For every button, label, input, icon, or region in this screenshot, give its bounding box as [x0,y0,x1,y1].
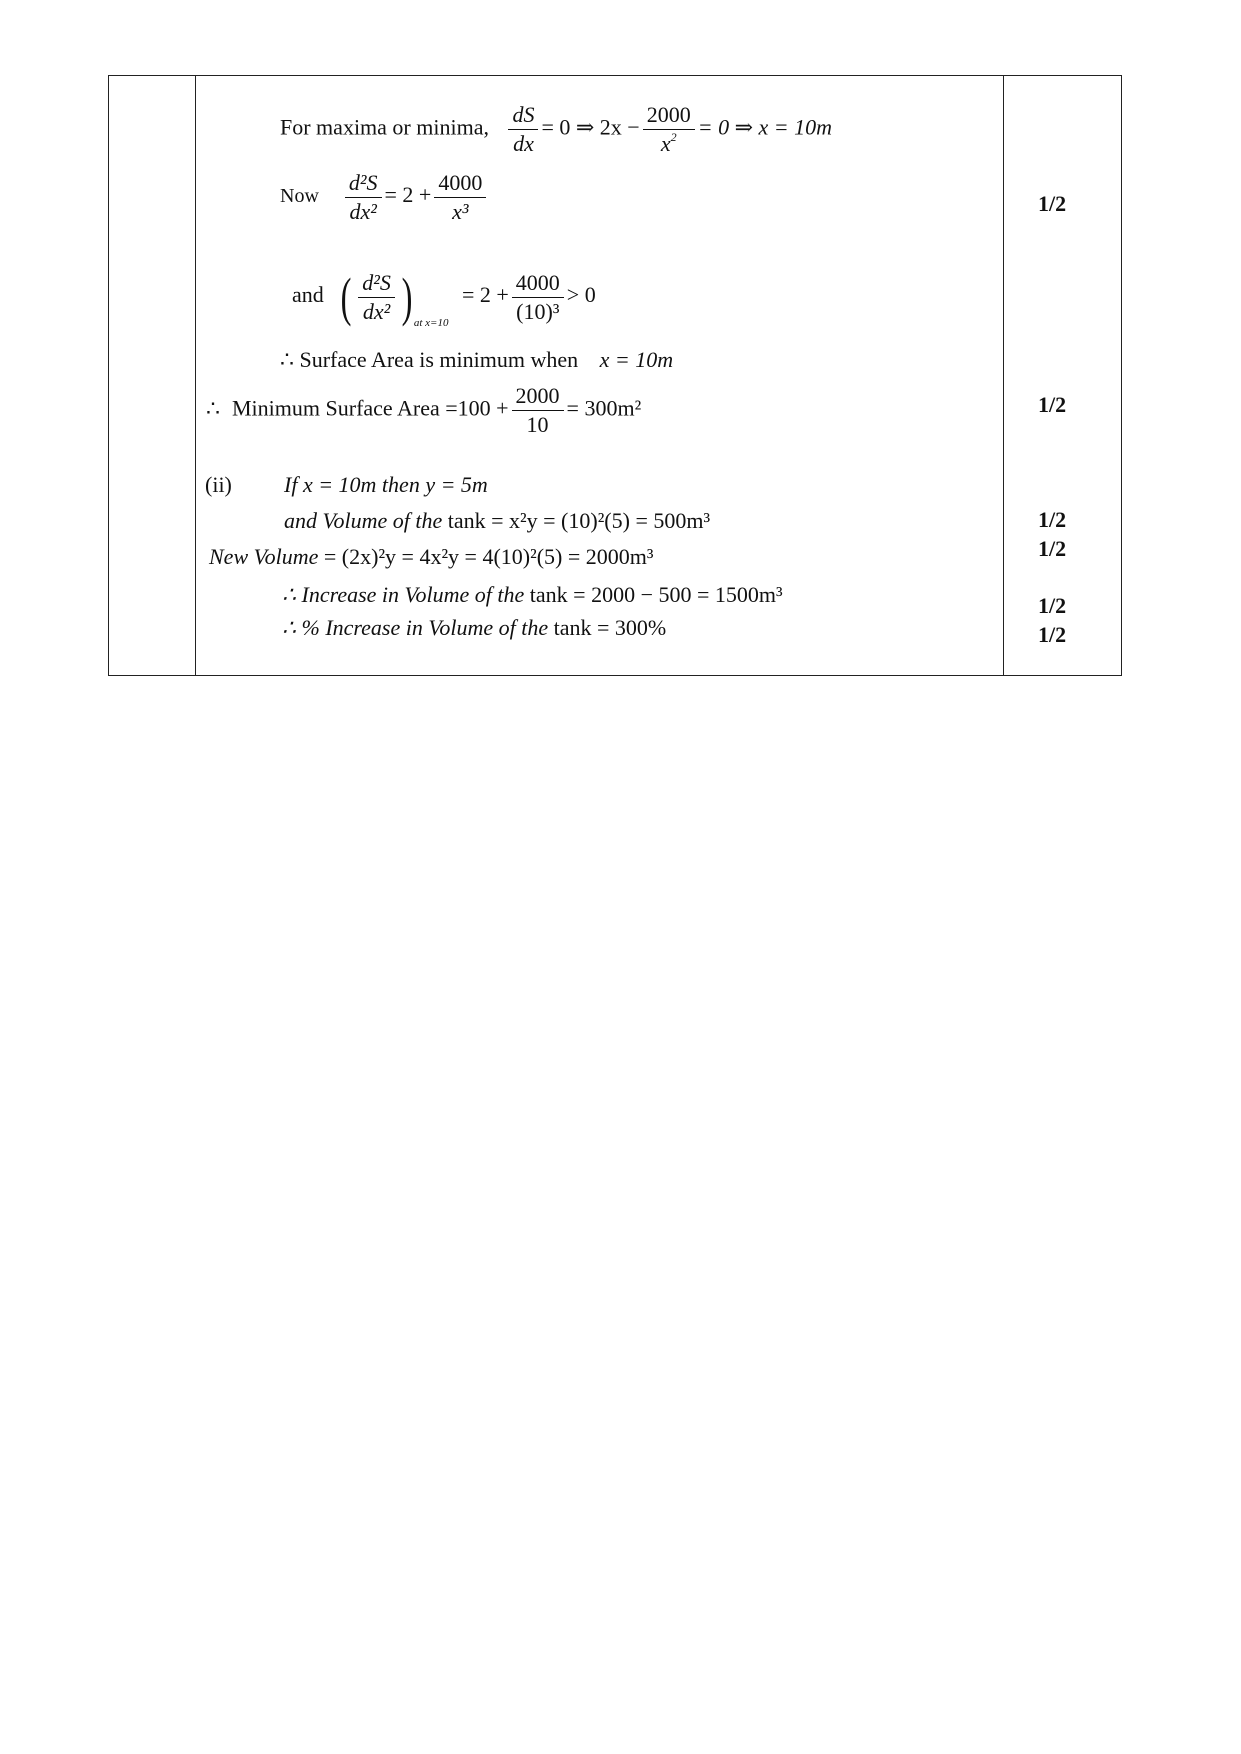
10-cubed-denominator: (10)³ [516,298,560,324]
2000-numerator: 2000 [643,104,695,130]
left-paren: ( [340,267,352,327]
maxima-minima-line [280,104,832,155]
new-volume-expression: = (2x)²y = 4x²y = 4(10)²(5) = 2000m³ [323,544,654,569]
and-equation: = 2 + [461,282,509,308]
surface-minimum-line [280,349,673,371]
x-denominator: x [660,131,671,156]
mark-new-volume: 1/2 [1038,536,1067,561]
4000-over-10-cubed-fraction [512,269,564,324]
increase-label: ∴ Increase in Volume of the [282,582,525,607]
mark-percent-increase: 1/2 [1038,622,1067,647]
4000-over-x3-fraction [434,172,486,223]
mark-increase: 1/2 [1038,593,1067,618]
and-result: > 0 [566,282,596,308]
mark-volume: 1/2 [1038,507,1067,532]
2000-over-x2-fraction: $\frac{2000}{x^2}$ [643,104,695,155]
percent-increase-label: ∴ % Increase in Volume of the [282,615,549,640]
surface-minimum-text: ∴ Surface Area is minimum when [280,347,579,372]
maxmin-result: = 0 ⇒ x = 10m [697,114,832,140]
percent-increase-line [282,617,666,639]
increase-line [282,584,783,606]
4000-numerator: 4000 [434,172,486,198]
part-ii-label: (ii) [205,472,232,497]
2000-over-10-fraction [512,385,564,436]
now-equation: = 2 + [384,182,432,208]
volume-expression: tank = x²y = (10)²(5) = 500m³ [447,508,711,533]
surface-minimum-condition: x = 10m [599,347,674,372]
minimum-area-line [206,385,641,436]
x3-denominator: x³ [452,199,469,224]
maxmin-equation: = 0 ⇒ 2x − [541,114,640,140]
mark-second-derivative: 1/2 [1038,191,1067,216]
if-line: If x = 10m then y = 5m [284,472,488,497]
new-volume-label: New Volume [209,544,319,569]
and-label: and [292,282,324,308]
right-paren: ) [401,267,413,327]
ds-numerator: dS [508,104,538,130]
dx-denominator: dx [513,131,534,156]
now-label: Now [280,185,319,208]
increase-expression: tank = 2000 − 500 = 1500m³ [529,582,783,607]
second-derivative-line [280,172,489,223]
volume-label: and Volume of the [284,508,443,533]
percent-increase-expression: tank = 300% [553,615,667,640]
second-derivative-at-10-line [292,267,596,330]
column-divider-left [195,76,196,675]
maxima-minima-label: For maxima or minima, [280,114,489,140]
minimum-area-label: Minimum Surface Area =100 + [232,395,509,421]
mark-minimum-area: 1/2 [1038,392,1067,417]
dx2-denominator: dx² [349,199,377,224]
therefore-symbol: ∴ [206,395,220,421]
d2s-dx2-fraction [345,172,382,223]
at-x-10-subscript: at x=10 [413,317,449,330]
ds-dx-fraction [508,104,538,155]
4000-numerator-2: 4000 [512,272,564,298]
volume-line [284,510,710,532]
10-denominator: 10 [526,412,549,437]
minimum-area-result: = 300m² [566,395,642,421]
d2s-dx2-at-fraction: $\frac{\text{d²S}}{\text{dx²}}$ [358,272,395,323]
column-divider-right [1003,76,1004,675]
new-volume-line [209,546,653,568]
2000-numerator-2: 2000 [512,385,564,411]
d2s-numerator: d²S [345,172,382,198]
